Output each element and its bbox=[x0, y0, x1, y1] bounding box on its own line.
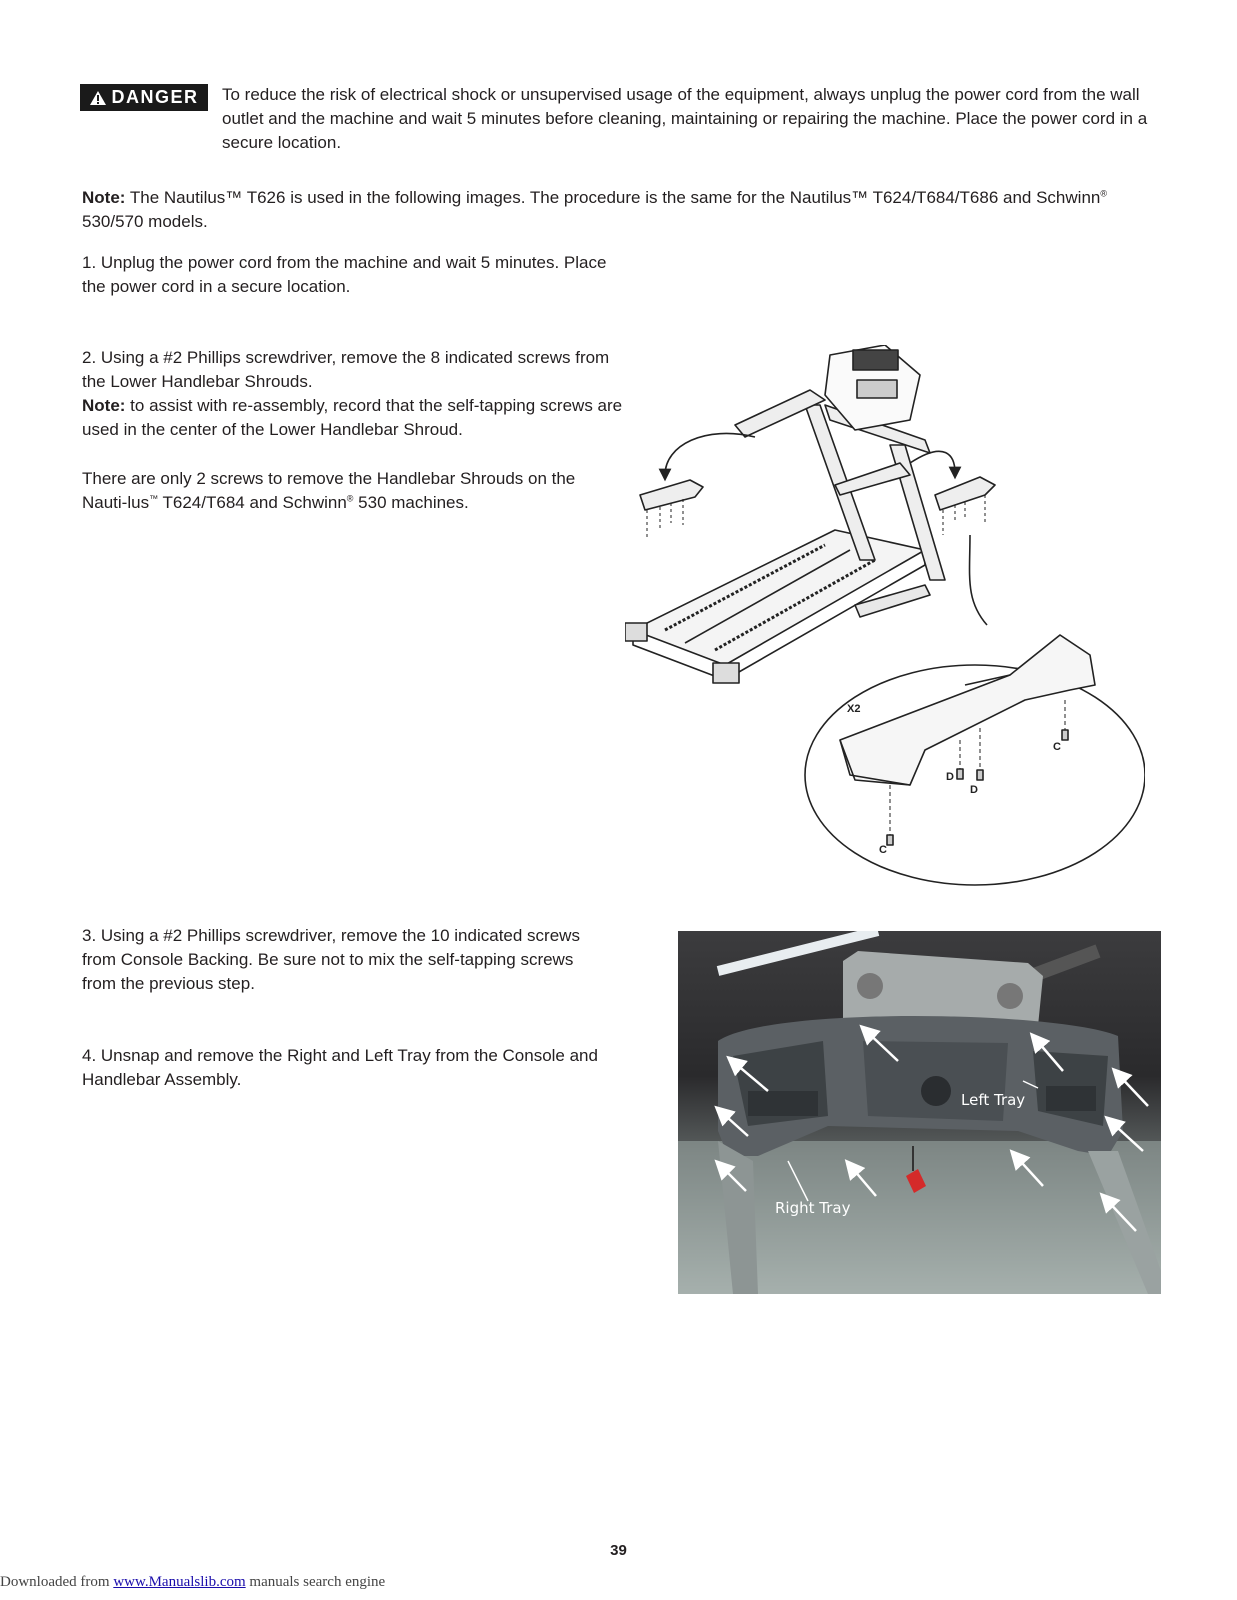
note-text-b: 530/570 models. bbox=[82, 212, 208, 231]
label-d-left: D bbox=[946, 771, 954, 783]
footer-link[interactable]: www.Manualslib.com bbox=[113, 1574, 246, 1590]
note-paragraph bbox=[82, 186, 1172, 234]
step-4: 4. Unsnap and remove the Right and Left Tray from the Console and Handlebar Assembly. bbox=[82, 1046, 598, 1089]
step-2-note: to assist with re-assembly, record that the self-tapping screws are used in the center of the Lower Handlebar Shroud. bbox=[82, 396, 623, 439]
reg-mark: ® bbox=[346, 493, 354, 504]
right-tray-label: Right Tray bbox=[775, 1199, 851, 1217]
danger-label: DANGER bbox=[111, 87, 199, 107]
danger-badge bbox=[80, 84, 208, 111]
step-2-extra-b: T624/T684 and Schwinn bbox=[158, 493, 347, 512]
danger-message: To reduce the risk of electrical shock or unsupervised usage of the equipment, always unplug the power cord from the wall outlet and the machine and wait 5 minutes before cleaning, maintaining or repairing the machine. Place the power cord in a secure location. bbox=[222, 85, 1148, 152]
step-2-extra-c: 530 machines. bbox=[353, 493, 469, 512]
step-3: 3. Using a #2 Phillips screwdriver, remove the 10 indicated screws from Console Backing. Be sure not to mix the self-tapping screws from the previous step. bbox=[82, 926, 580, 993]
step-1: 1. Unplug the power cord from the machine and wait 5 minutes. Place the power cord in a secure location. bbox=[82, 253, 607, 296]
note-reg: ® bbox=[1100, 188, 1107, 199]
step-2-extra bbox=[82, 467, 612, 515]
note-label: Note: bbox=[82, 188, 126, 207]
footer bbox=[0, 1574, 385, 1591]
label-c-left: C bbox=[879, 844, 887, 856]
step-2-note-label: Note: bbox=[82, 396, 126, 415]
left-tray-label: Left Tray bbox=[961, 1091, 1026, 1109]
label-c-right: C bbox=[1053, 741, 1061, 753]
footer-prefix: Downloaded from bbox=[0, 1574, 114, 1590]
step-2-text: 2. Using a #2 Phillips screwdriver, remove the 8 indicated screws from the Lower Handlebar Shrouds. bbox=[82, 348, 610, 391]
warning-triangle-icon bbox=[89, 90, 107, 106]
tm-mark: ™ bbox=[149, 493, 159, 504]
page-number: 39 bbox=[610, 1542, 627, 1559]
label-d-right: D bbox=[970, 784, 978, 796]
footer-suffix: manuals search engine bbox=[245, 1574, 386, 1590]
treadmill-diagram bbox=[625, 345, 1145, 890]
step-2 bbox=[82, 346, 627, 442]
note-text-a: The Nautilus™ T626 is used in the following images. The procedure is the same for the Nautilus™ T624/T684/T686 and Schwinn bbox=[125, 188, 1101, 207]
step-2-extra-a: There are only 2 screws to remove the Handlebar Shrouds on the Nauti-lus bbox=[82, 469, 576, 512]
screw-arrows bbox=[678, 931, 1161, 1294]
console-backing-photo bbox=[678, 931, 1161, 1294]
label-x2: X2 bbox=[847, 703, 861, 715]
